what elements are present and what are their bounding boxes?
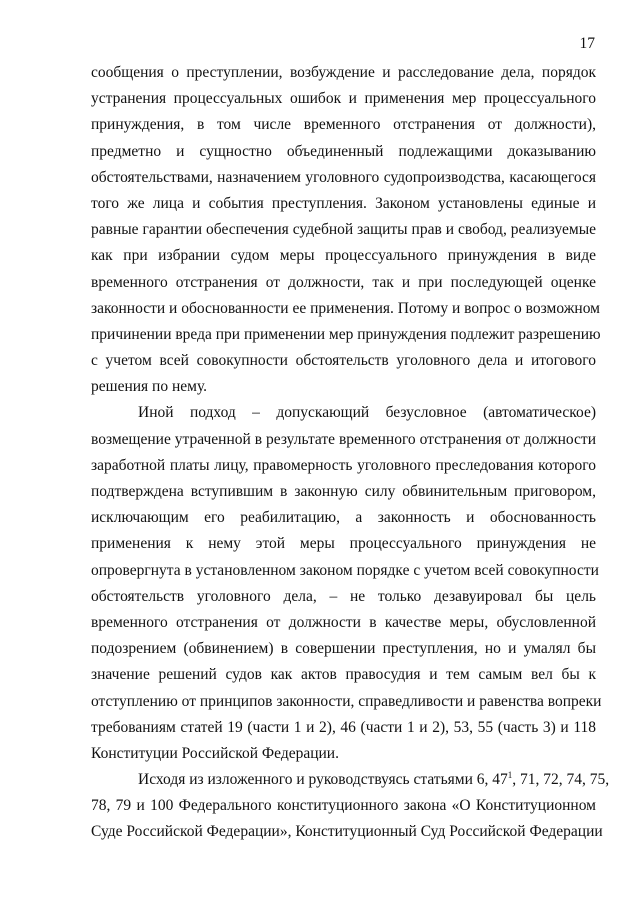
text-segment: Исходя из изложенного и руководствуясь статьями 6, 47	[138, 771, 508, 789]
text-line: устранения процессуальных ошибок и применения мер процессуального	[91, 90, 596, 108]
text-line: с учетом всей совокупности обстоятельств уголовного дела и итогового	[91, 352, 596, 370]
text-line: обстоятельствами, назначением уголовного судопроизводства, касающегося	[91, 168, 596, 186]
paragraph-2	[91, 400, 602, 767]
text-line: решения по нему.	[91, 378, 208, 396]
text-line: равные гарантии обеспечения судебной защиты прав и свобод, реализуемые	[91, 221, 596, 239]
text-line: Суде Российской Федерации», Конституционный Суд Российской Федерации	[91, 823, 603, 841]
text-line: значение решений судов как актов правосудия и тем самым вел бы к	[91, 666, 596, 684]
text-line: как при избрании судом меры процессуального принуждения в виде	[91, 247, 596, 265]
text-line: временного отстранения от должности в качестве меры, обусловленной	[91, 613, 596, 631]
paragraph-3	[91, 767, 610, 846]
body-text	[91, 60, 610, 846]
text-line: обстоятельств уголовного дела, – не только дезавуировал бы цель	[91, 587, 596, 605]
text-line: Иной подход – допускающий безусловное (автоматическое)	[138, 404, 596, 422]
text-line: отступлению от принципов законности, справедливости и равенства вопреки	[91, 692, 602, 710]
text-line: требованиям статей 19 (части 1 и 2), 46 (части 1 и 2), 53, 55 (часть 3) и 118	[91, 718, 596, 736]
text-line: возмещение утраченной в результате временного отстранения от должности	[91, 430, 596, 448]
text-line: причинении вреда при применении мер принуждения подлежит разрешению	[91, 325, 601, 343]
text-line: опровергнута в установленном законом порядке с учетом всей совокупности	[91, 561, 599, 579]
text-line: применения к нему этой меры процессуального принуждения не	[91, 535, 596, 553]
text-line	[91, 767, 610, 793]
text-line: Конституции Российской Федерации.	[91, 744, 339, 762]
text-line: законности и обоснованности ее применения. Потому и вопрос о возможном	[91, 299, 600, 317]
text-line: подозрением (обвинением) в совершении преступления, но и умалял бы	[91, 640, 596, 658]
text-line: временного отстранения от должности, так и при последующей оценке	[91, 273, 596, 291]
paragraph-1	[91, 60, 601, 400]
text-line: исключающим его реабилитацию, а законность и обоснованность	[91, 509, 596, 527]
text-line: заработной платы лицу, правомерность уголовного преследования которого	[91, 456, 596, 474]
text-segment: , 71, 72, 74, 75,	[512, 771, 610, 789]
page-number: 17	[579, 35, 595, 52]
text-line: сообщения о преступлении, возбуждение и расследование дела, порядок	[91, 64, 596, 81]
text-line: 78, 79 и 100 Федерального конституционного закона «О Конституционном	[91, 797, 596, 815]
text-line: предметно и сущностно объединенный подлежащими доказыванию	[91, 142, 596, 160]
text-line: того же лица и события преступления. Законом установлены единые и	[91, 194, 596, 212]
text-line: подтверждена вступившим в законную силу обвинительным приговором,	[91, 483, 596, 500]
superscript: 1	[507, 769, 513, 780]
text-line: принуждения, в том числе временного отстранения от должности),	[91, 116, 596, 134]
